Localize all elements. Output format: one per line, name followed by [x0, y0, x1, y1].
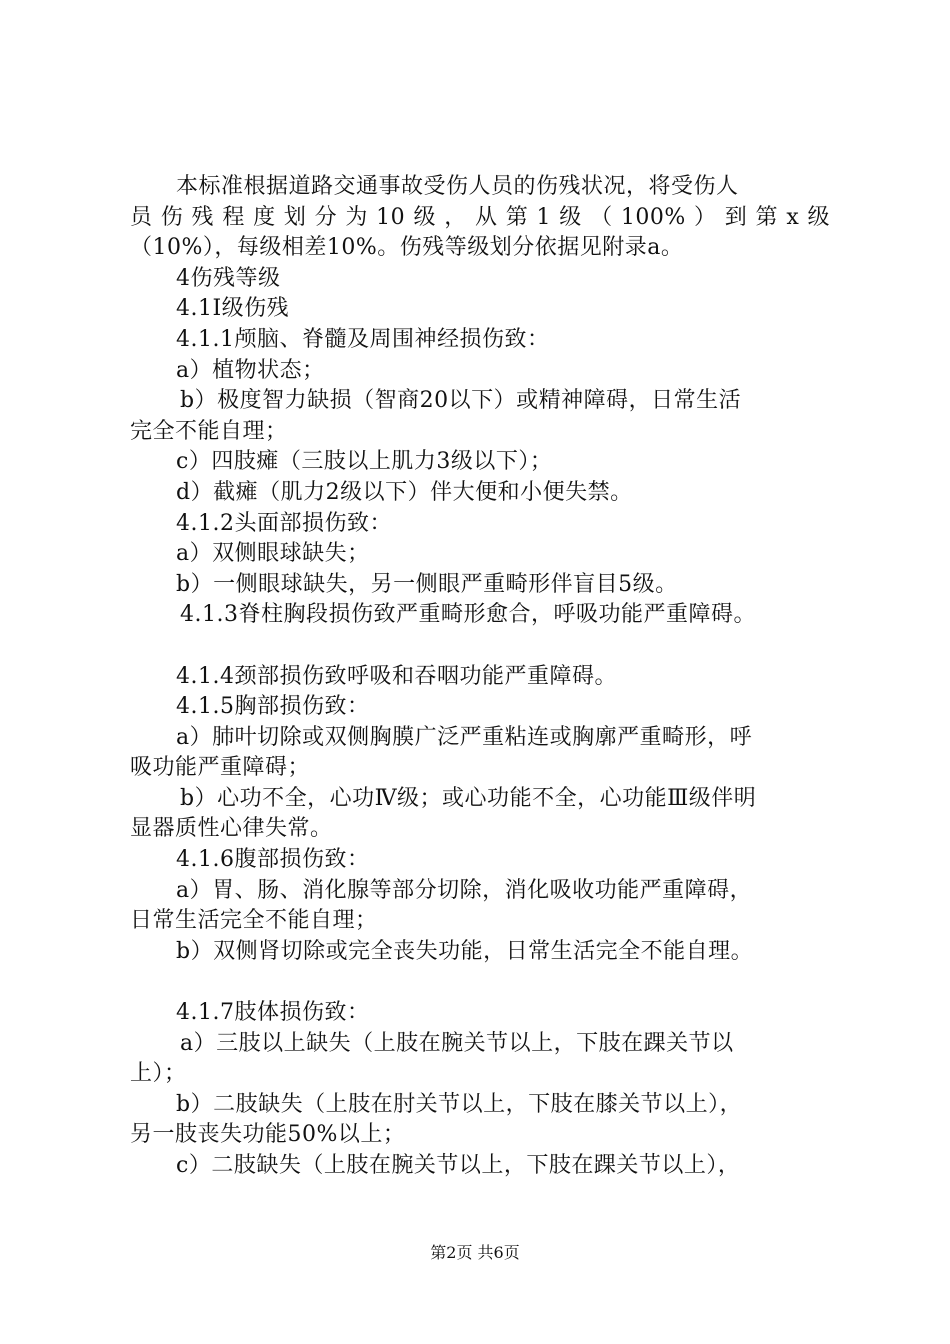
blank-line	[130, 967, 830, 998]
list-item-continuation: 日常生活完全不能自理；	[130, 908, 378, 934]
clause-heading: 4.1.5胸部损伤致：	[176, 694, 370, 720]
clause-heading: 4.1.3脊柱胸段损伤致严重畸形愈合，呼吸功能严重障碍。	[180, 602, 756, 628]
subsection-heading: 4.1Ⅰ级伤残	[176, 296, 290, 322]
section-heading: 4伤残等级	[176, 265, 281, 291]
page-number-footer: 第2页 共6页	[430, 1243, 520, 1262]
list-item: b）一侧眼球缺失，另一侧眼严重畸形伴盲目5级。	[176, 571, 678, 597]
list-item-continuation: 显器质性心律失常。	[130, 816, 333, 842]
list-item: b）双侧肾切除或完全丧失功能，日常生活完全不能自理。	[176, 938, 754, 964]
list-item: b）二肢缺失（上肢在肘关节以上，下肢在膝关节以上），	[176, 1091, 743, 1117]
blank-line	[130, 631, 830, 662]
paragraph-line: （10%），每级相差10%。伤残等级划分依据见附录a。	[130, 235, 684, 261]
list-item: c）二肢缺失（上肢在腕关节以上，下肢在踝关节以上），	[176, 1153, 741, 1178]
list-item: a）肺叶切除或双侧胸膜广泛严重粘连或胸廓严重畸形，呼	[176, 724, 753, 750]
list-item-continuation: 完全不能自理；	[130, 418, 288, 444]
list-item: a）胃、肠、消化腺等部分切除，消化吸收功能严重障碍，	[176, 877, 753, 903]
list-item-continuation: 另一肢丧失功能50%以上；	[130, 1122, 406, 1148]
list-item: b）极度智力缺损（智商20以下）或精神障碍，日常生活	[180, 388, 742, 414]
clause-heading: 4.1.7肢体损伤致：	[176, 1000, 370, 1026]
clause-heading: 4.1.1颅脑、脊髓及周围神经损伤致：	[176, 326, 550, 352]
list-item-continuation: 吸功能严重障碍；	[130, 755, 311, 781]
list-item-continuation: 上）；	[130, 1061, 187, 1087]
list-item: a）双侧眼球缺失；	[176, 541, 370, 567]
clause-heading: 4.1.6腹部损伤致：	[176, 847, 370, 873]
list-item: a）三肢以上缺失（上肢在腕关节以上，下肢在踝关节以	[180, 1030, 734, 1056]
paragraph-line: 员伤残程度划分为10级，从第1级（100%）到第x级	[130, 204, 830, 230]
list-item: c）四肢瘫（三肢以上肌力3级以下）；	[176, 449, 553, 475]
list-item: d）截瘫（肌力2级以下）伴大便和小便失禁。	[176, 479, 633, 505]
list-item: a）植物状态；	[176, 357, 325, 383]
clause-heading: 4.1.4颈部损伤致呼吸和吞咽功能严重障碍。	[176, 663, 617, 689]
clause-heading: 4.1.2头面部损伤致：	[176, 510, 392, 536]
paragraph-line: 本标准根据道路交通事故受伤人员的伤残状况，将受伤人	[176, 174, 739, 199]
list-item: b）心功不全，心功Ⅳ级；或心功能不全，心功能Ⅲ级伴明	[180, 785, 757, 811]
document-body	[130, 172, 830, 1182]
